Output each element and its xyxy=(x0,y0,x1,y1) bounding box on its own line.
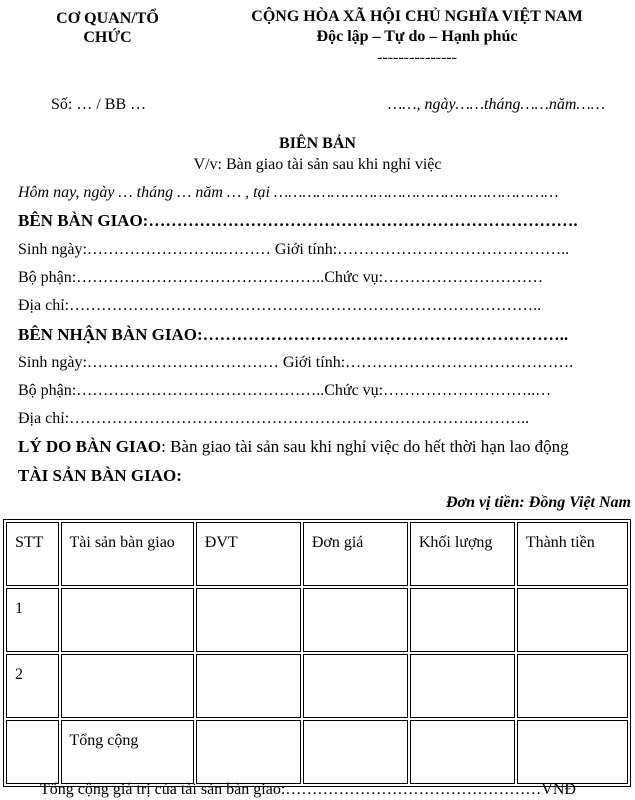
reason-line xyxy=(18,437,569,457)
document-number: Số: … / BB … xyxy=(51,96,147,113)
table-cell xyxy=(196,654,301,718)
handover-heading: BÊN BÀN GIAO:…………………………………………………………………. xyxy=(18,211,578,230)
total-value-line: Tổng cộng giá trị của tài sản bàn giao:…………………………………………VNĐ xyxy=(40,781,576,798)
assets-table xyxy=(3,519,631,787)
reason-label: LÝ DO BÀN GIAO xyxy=(18,437,162,456)
intro-line: Hôm nay, ngày … tháng … năm … , tại …………………………………………………… xyxy=(18,184,559,201)
motto-rule: --------------- xyxy=(377,49,457,66)
table-cell xyxy=(196,720,301,784)
table-cell xyxy=(517,720,628,784)
table-cell xyxy=(517,588,628,652)
table-cell xyxy=(303,720,408,784)
handover-dept: Bộ phận:………………………………………..Chức vụ:………………………… xyxy=(18,269,544,286)
table-cell xyxy=(61,654,194,718)
table-header-row xyxy=(6,522,628,586)
table-row xyxy=(6,654,628,718)
table-cell xyxy=(517,654,628,718)
handover-address: Địa chỉ:…………………………………………………………………………….. xyxy=(18,297,542,314)
col-header-amount: Thành tiền xyxy=(517,522,628,586)
table-cell xyxy=(303,588,408,652)
table-cell: 1 xyxy=(6,588,59,652)
table-cell xyxy=(410,588,515,652)
currency-note: Đơn vị tiền: Đồng Việt Nam xyxy=(445,494,631,511)
assets-heading: TÀI SẢN BÀN GIAO: xyxy=(18,466,182,485)
receiver-dob: Sinh ngày:……………………………… Giới tính:……………………………………. xyxy=(18,354,574,371)
receiver-dept: Bộ phận:………………………………………..Chức vụ:………………………..… xyxy=(18,382,552,399)
agency-name xyxy=(35,9,180,47)
table-cell xyxy=(6,720,59,784)
handover-dob: Sinh ngày:……………………..……… Giới tính:…………………………………….. xyxy=(18,241,570,258)
table-cell: Tổng cộng xyxy=(61,720,194,784)
table-row xyxy=(6,588,628,652)
document-title: BIÊN BẢN xyxy=(279,135,356,152)
col-header-price: Đơn giá xyxy=(303,522,408,586)
receiver-heading: BÊN NHẬN BÀN GIAO:……………………………………………………….. xyxy=(18,325,569,344)
receiver-address: Địa chỉ:………………………………………………………………….……….. xyxy=(18,410,530,427)
table-total-row xyxy=(6,720,628,784)
table-cell xyxy=(61,588,194,652)
reason-text: : Bàn giao tài sản sau khi nghỉ việc do hết thời hạn lao động xyxy=(161,437,569,456)
table-cell xyxy=(196,588,301,652)
table-cell xyxy=(410,720,515,784)
agency-line1: CƠ QUAN/TỔ xyxy=(56,10,159,27)
col-header-stt: STT xyxy=(6,522,59,586)
nation-title: CỘNG HÒA XÃ HỘI CHỦ NGHĨA VIỆT NAM xyxy=(251,8,583,25)
place-date: ……, ngày……tháng……năm…… xyxy=(388,96,605,113)
col-header-quantity: Khối lượng xyxy=(410,522,515,586)
col-header-asset: Tài sản bàn giao xyxy=(61,522,194,586)
agency-line2: CHỨC xyxy=(83,29,132,46)
document-subject: V/v: Bàn giao tài sản sau khi nghỉ việc xyxy=(193,156,442,173)
table-cell xyxy=(410,654,515,718)
table-cell xyxy=(303,654,408,718)
motto: Độc lập – Tự do – Hạnh phúc xyxy=(316,28,518,45)
col-header-unit: ĐVT xyxy=(196,522,301,586)
table-cell: 2 xyxy=(6,654,59,718)
